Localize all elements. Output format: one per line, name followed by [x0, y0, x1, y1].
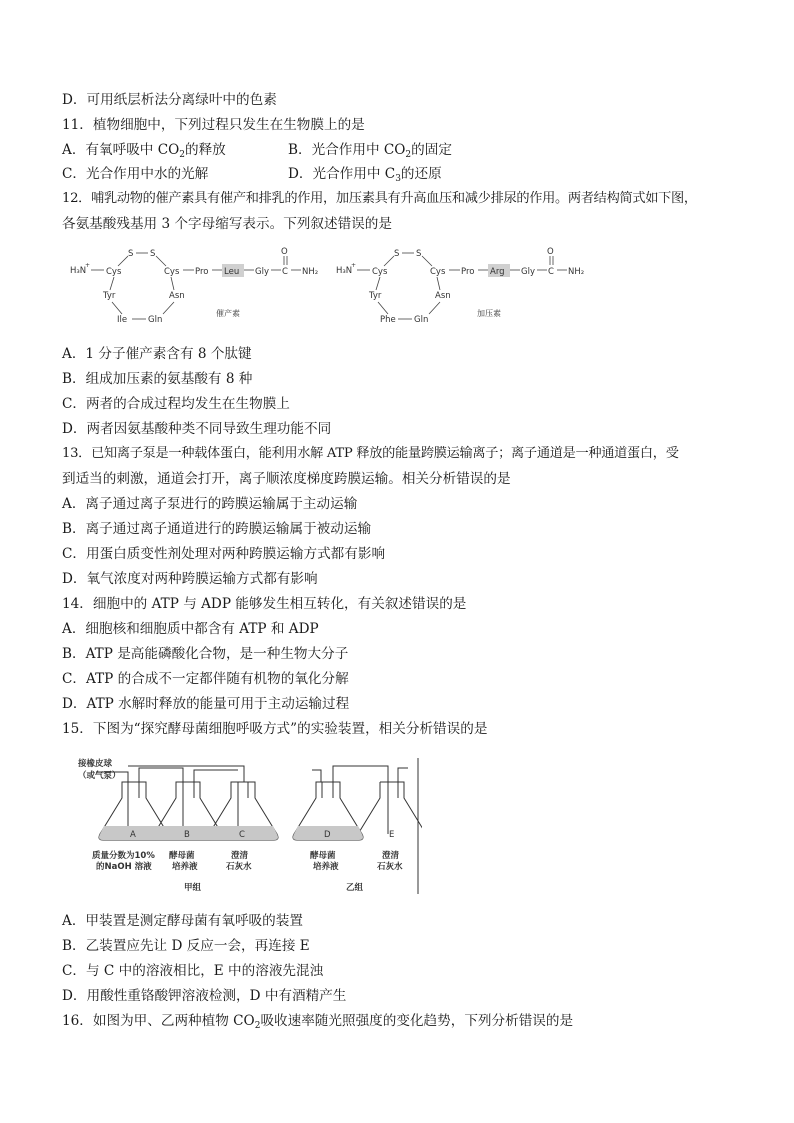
charge: + [85, 262, 91, 269]
q10-option-d: D．可用纸层析法分离绿叶中的色素 [62, 92, 277, 108]
flask-d-label-1: 酵母菌 [310, 851, 336, 861]
residue-asn: Asn [169, 291, 185, 301]
residue-8: Arg [490, 267, 505, 277]
residue-3: Phe [380, 315, 396, 325]
q14-option-d: D．ATP 水解时释放的能量可用于主动运输过程 [62, 696, 350, 712]
q16-stem: 16．如图为甲、乙两种植物 $CO_2$吸收速率随光照强度的变化趋势，下列分析错误的是 [62, 1013, 574, 1031]
carbonyl-carbon: C [548, 267, 554, 277]
oxytocin-label: 催产素 [216, 309, 240, 318]
charge: + [351, 262, 357, 269]
q12-option-a: A．1 分子催产素含有 8 个肽键 [62, 346, 252, 362]
q11-option-b: B．光合作用中 $CO_2$的固定 [288, 142, 452, 160]
residue-gln: Gln [414, 315, 429, 325]
group-jia-label: 甲组 [184, 883, 202, 893]
q11-option-c: C．光合作用中水的光解 [62, 166, 209, 182]
q11-stem: 11．植物细胞中，下列过程只发生在生物膜上的是 [62, 117, 365, 133]
residue-cys-6: Cys [164, 267, 180, 277]
vasopressin-label: 加压素 [477, 309, 501, 318]
q15-stem: 15．下图为“探究酵母菌细胞呼吸方式”的实验装置，相关分析错误的是 [62, 721, 488, 737]
flask-d-label-2: 培养液 [313, 862, 339, 872]
q14-option-b: B．ATP 是高能磷酸化合物，是一种生物大分子 [62, 646, 349, 662]
residue-gly: Gly [521, 267, 535, 277]
flask-a-label-1: 质量分数为10% [92, 851, 155, 861]
q11-option-a: A．有氧呼吸中 $CO_2$的释放 [62, 142, 226, 160]
residue-tyr: Tyr [369, 291, 382, 301]
carbonyl-oxygen: O [281, 247, 288, 257]
carbonyl-oxygen: O [547, 247, 554, 257]
q13-option-c: C．用蛋白质变性剂处理对两种跨膜运输方式都有影响 [62, 546, 386, 562]
oxytocin-structure [70, 247, 318, 325]
residue-cys-1: Cys [372, 267, 388, 277]
q15-option-a: A．甲装置是测定酵母菌有氧呼吸的装置 [62, 913, 303, 929]
residue-pro: Pro [195, 267, 209, 277]
n-terminus: H₃N [70, 266, 87, 276]
sulfur-1: S [128, 249, 134, 259]
q14-option-c: C．ATP 的合成不一定都伴随有机物的氧化分解 [62, 671, 349, 687]
q12-stem-line2: 各氨基酸残基用 3 个字母缩写表示。下列叙述错误的是 [62, 216, 392, 232]
flask-a-letter: A [130, 830, 136, 840]
pump-label-1: 接橡皮球 [78, 759, 113, 769]
q15-option-d: D．用酸性重铬酸钾溶液检测，D 中有酒精产生 [62, 988, 347, 1004]
residue-gln: Gln [148, 315, 163, 325]
flask-b-label-1: 酵母菌 [169, 851, 195, 861]
amide-group: NH₂ [302, 267, 319, 277]
residue-pro: Pro [461, 267, 475, 277]
yeast-respiration-apparatus-figure [76, 756, 422, 896]
pump-label-2: （或气泵） [78, 771, 121, 781]
vasopressin-structure [336, 247, 584, 325]
sulfur-2: S [150, 249, 156, 259]
q15-option-c: C．与 C 中的溶液相比，E 中的溶液先混浊 [62, 963, 324, 979]
group-yi-label: 乙组 [346, 883, 364, 893]
residue-asn: Asn [435, 291, 451, 301]
flask-c-label-1: 澄清 [231, 851, 249, 861]
amide-group: NH₂ [568, 267, 585, 277]
q12-option-c: C．两者的合成过程均发生在生物膜上 [62, 396, 290, 412]
q14-stem: 14．细胞中的 ATP 与 ADP 能够发生相互转化，有关叙述错误的是 [62, 596, 467, 612]
q12-option-d: D．两者因氨基酸种类不同导致生理功能不同 [62, 421, 332, 437]
flask-e-label-2: 石灰水 [377, 862, 403, 872]
q13-option-b: B．离子通过离子通道进行的跨膜运输属于被动运输 [62, 521, 372, 537]
residue-tyr: Tyr [103, 291, 116, 301]
flask-d-letter: D [324, 830, 331, 840]
residue-8: Leu [224, 267, 240, 277]
peptide-structure-figure [66, 244, 586, 328]
q13-option-d: D．氧气浓度对两种跨膜运输方式都有影响 [62, 571, 318, 587]
residue-cys-1: Cys [106, 267, 122, 277]
q13-option-a: A．离子通过离子泵进行的跨膜运输属于主动运输 [62, 496, 358, 512]
residue-cys-6: Cys [430, 267, 446, 277]
q14-option-a: A．细胞核和细胞质中都含有 ATP 和 ADP [62, 621, 319, 637]
flask-a-label-2: 的NaOH 溶液 [96, 862, 152, 872]
flask-b-letter: B [184, 830, 190, 840]
flask-c-letter: C [239, 830, 245, 840]
flask-b-label-2: 培养液 [172, 862, 198, 872]
q13-stem-line1: 13．已知离子泵是一种载体蛋白，能利用水解 ATP 释放的能量跨膜运输离子；离子通道是一种通道蛋白，受 [62, 446, 679, 461]
residue-3: Ile [117, 315, 128, 325]
q13-stem-line2: 到适当的刺激，通道会打开，离子顺浓度梯度跨膜运输。相关分析错误的是 [62, 471, 511, 487]
flask-e-label-1: 澄清 [382, 851, 400, 861]
sulfur-1: S [394, 249, 400, 259]
flask-c-label-2: 石灰水 [226, 862, 252, 872]
q11-option-d: D．光合作用中 $C_3$的还原 [288, 166, 442, 184]
q15-option-b: B．乙装置应先让 D 反应一会，再连接 E [62, 938, 310, 954]
q12-stem-line1: 12．哺乳动物的催产素具有催产和排乳的作用，加压素具有升高血压和减少排尿的作用。两者结构简式如下图， [62, 191, 697, 206]
n-terminus: H₃N [336, 266, 353, 276]
carbonyl-carbon: C [282, 267, 288, 277]
residue-gly: Gly [255, 267, 269, 277]
flask-e-letter: E [389, 830, 395, 840]
q12-option-b: B．组成加压素的氨基酸有 8 种 [62, 371, 253, 387]
sulfur-2: S [416, 249, 422, 259]
